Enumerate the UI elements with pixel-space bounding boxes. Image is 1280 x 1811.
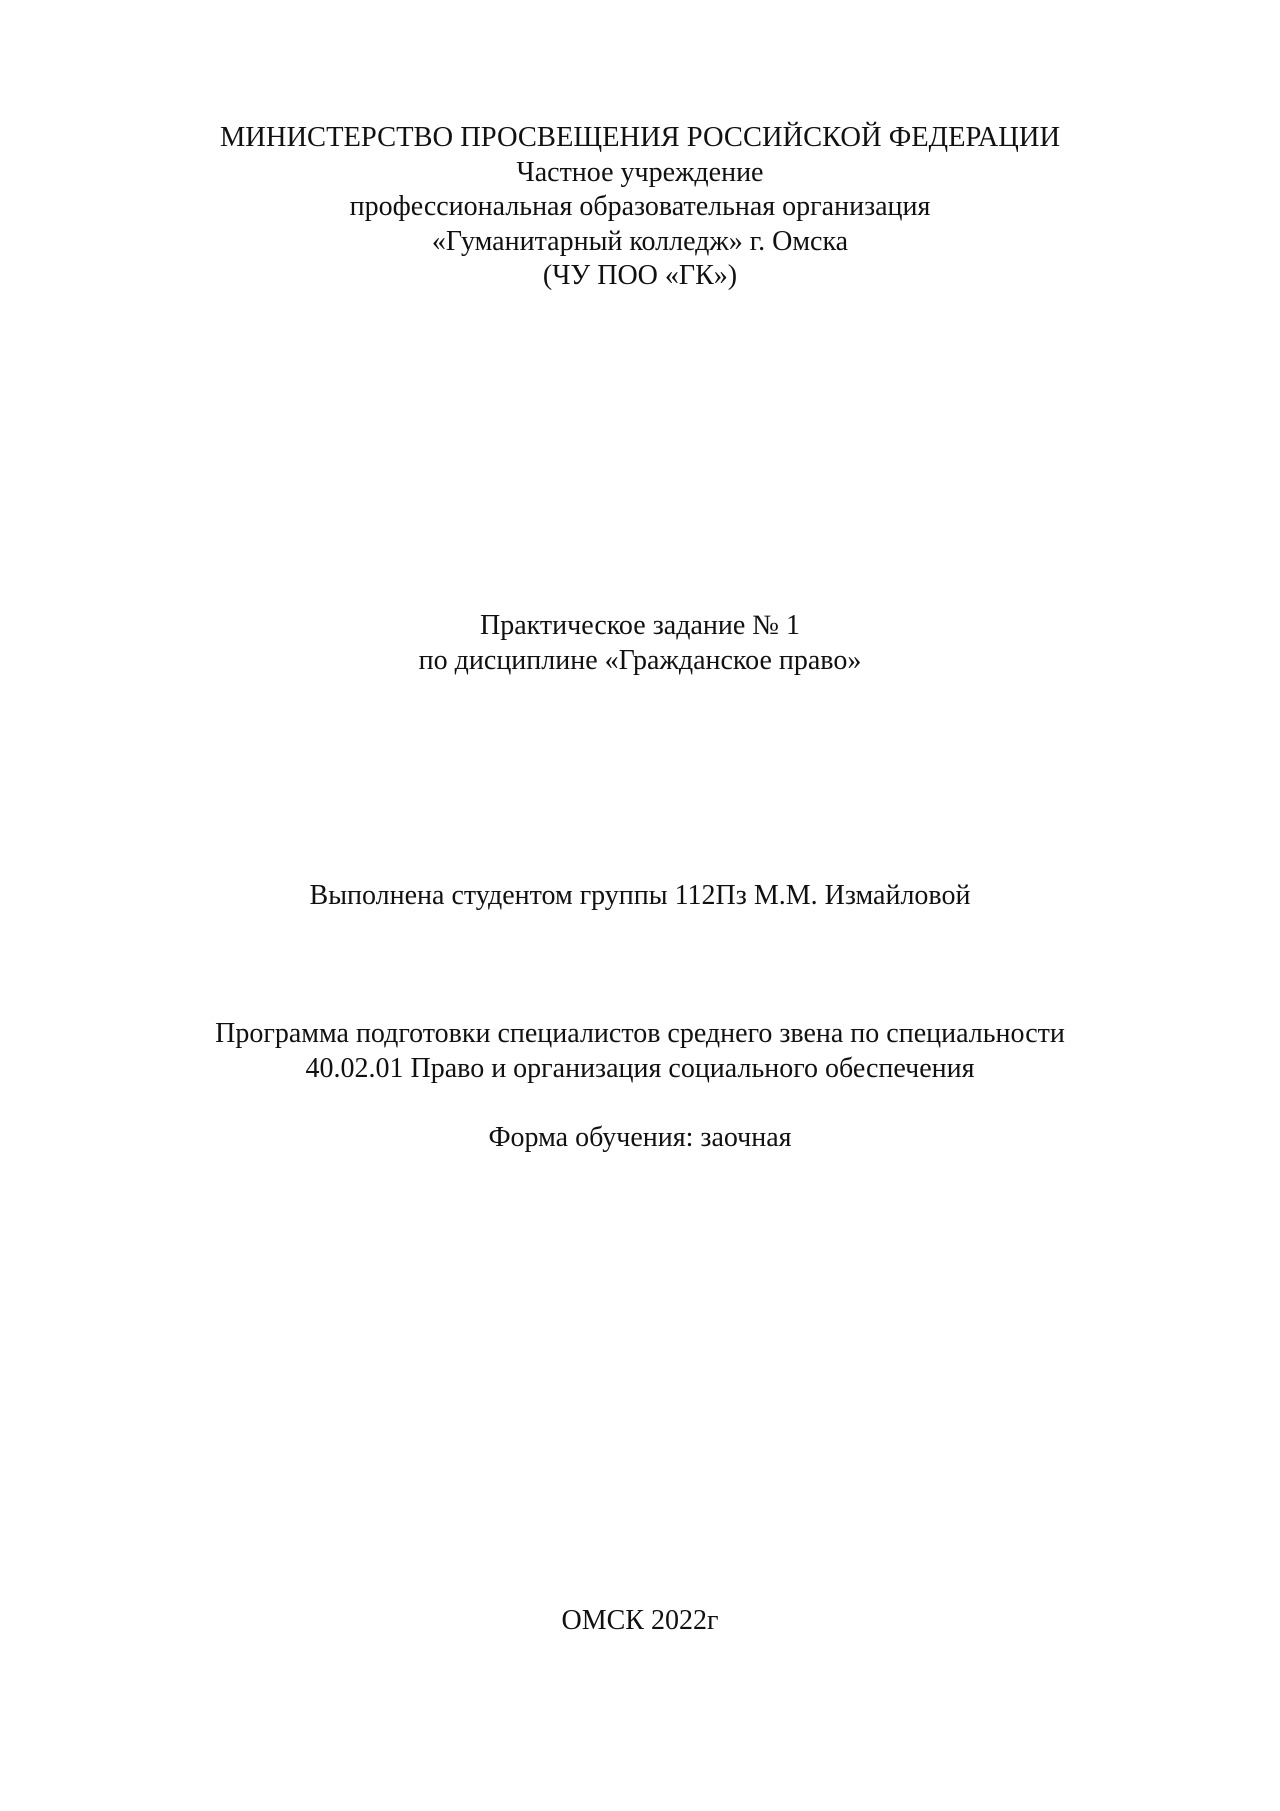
program-block: [0, 1017, 1280, 1086]
study-form-block: [0, 1121, 1280, 1156]
city-year: ОМСК 2022г: [561, 1605, 719, 1636]
assignment-discipline: по дисциплине «Гражданское право»: [418, 644, 862, 676]
college-abbreviation: (ЧУ ПОО «ГК»): [542, 260, 738, 291]
study-form-line: Форма обучения: заочная: [488, 1122, 792, 1153]
institution-type: Частное учреждение: [516, 156, 764, 188]
college-name: «Гуманитарный колледж» г. Омска: [431, 225, 849, 257]
assignment-title: Практическое задание № 1: [480, 610, 800, 641]
title-page-header: [0, 121, 1280, 294]
program-line-2: 40.02.01 Право и организация социального обеспечения: [305, 1052, 975, 1084]
organization-type: профессиональная образовательная организация: [349, 191, 931, 222]
author-line: Выполнена студентом группы 112Пз М.М. Измайловой: [309, 880, 971, 911]
footer-block: [0, 1604, 1280, 1639]
program-line-1: Программа подготовки специалистов среднего звена по специальности: [215, 1018, 1065, 1049]
ministry-name: МИНИСТЕРСТВО ПРОСВЕЩЕНИЯ РОССИЙСКОЙ ФЕДЕРАЦИИ: [219, 122, 1061, 153]
author-block: [0, 879, 1280, 914]
assignment-title-block: [0, 609, 1280, 678]
